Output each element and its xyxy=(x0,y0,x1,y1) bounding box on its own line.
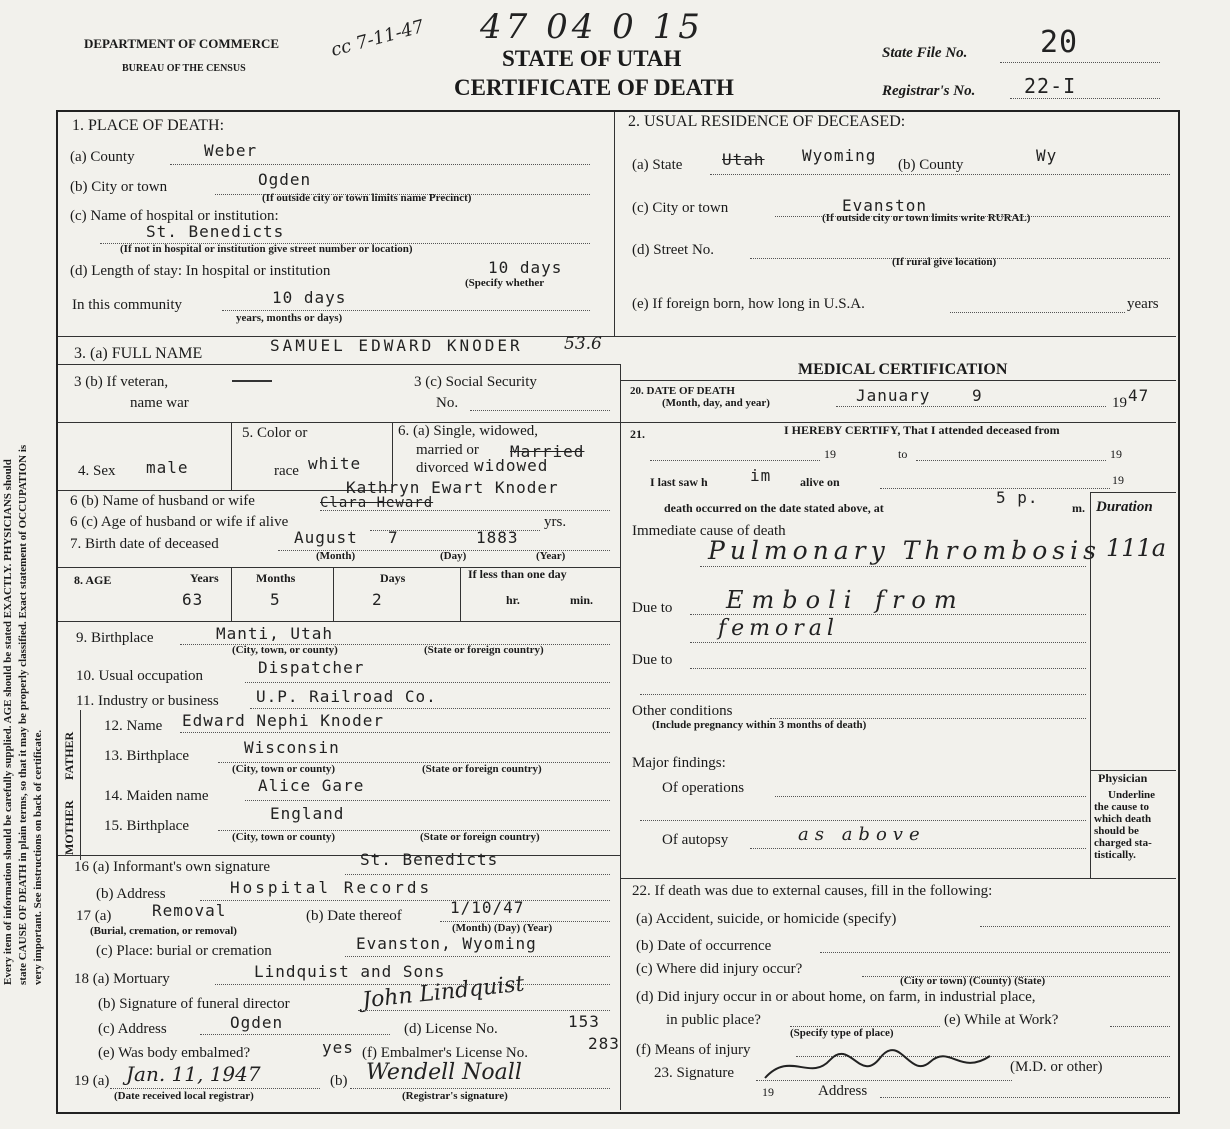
operations-label: Of operations xyxy=(662,780,745,796)
director-signature: John Lindquist xyxy=(361,971,526,1014)
external-d-note: (Specify type of place) xyxy=(790,1027,894,1039)
birthplace: Manti, Utah xyxy=(216,624,333,643)
due-to-1: Emboli from xyxy=(726,586,965,614)
bureau-label: BUREAU OF THE CENSUS xyxy=(122,63,246,74)
registrar-label: Registrar's No. xyxy=(882,83,976,99)
received-label: 19 (a) xyxy=(74,1073,110,1089)
side-note-2: state CAUSE OF DEATH in plain terms, so that it may be properly classified. Exact statement of OCCUPATION is xyxy=(17,444,29,985)
marital-label-3: divorced xyxy=(416,460,469,476)
residence-heading: 2. USUAL RESIDENCE OF DECEASED: xyxy=(628,113,906,130)
external-a: (a) Accident, suicide, or homicide (specify) xyxy=(636,911,897,927)
signature-label: 23. Signature xyxy=(654,1065,734,1081)
age-months-label: Months xyxy=(256,571,296,585)
due-to-2-label: Due to xyxy=(632,652,673,668)
race-label: race xyxy=(274,463,299,479)
res-city: Evanston xyxy=(842,196,928,215)
father-birth: Wisconsin xyxy=(244,738,340,757)
res-city-note: (If outside city or town limits write RURAL) xyxy=(822,212,1031,224)
mother-birth: England xyxy=(270,804,345,823)
external-e: (e) While at Work? xyxy=(944,1012,1059,1028)
last-saw-19: 19 xyxy=(1112,473,1124,487)
immediate-code: 111a xyxy=(1106,534,1167,562)
embalmed-value: yes xyxy=(322,1038,354,1057)
sex-label: 4. Sex xyxy=(78,463,116,479)
age-months: 5 xyxy=(270,590,281,609)
age-label: 8. AGE xyxy=(74,573,112,587)
pod-community-note: years, months or days) xyxy=(236,312,343,324)
pod-city-label: (b) City or town xyxy=(70,179,168,195)
birth-year: 1883 xyxy=(476,528,519,547)
mortuary-address: Ogden xyxy=(230,1013,284,1032)
pod-county-label: (a) County xyxy=(70,149,135,165)
marital-status: widowed xyxy=(474,456,549,475)
occupation-label: 10. Usual occupation xyxy=(76,668,204,684)
father-name: Edward Nephi Knoder xyxy=(182,711,385,730)
informant-sig-label: 16 (a) Informant's own signature xyxy=(74,859,270,875)
other-conditions-label: Other conditions xyxy=(632,703,733,719)
age-years: 63 xyxy=(182,590,204,609)
mother-birth-note-1: (City, town or county) xyxy=(232,831,336,843)
pod-hospital: St. Benedicts xyxy=(146,222,285,241)
burial-type: Removal xyxy=(152,901,227,920)
certificate-title: CERTIFICATE OF DEATH xyxy=(454,75,734,100)
physician-note-0: Underline xyxy=(1108,789,1156,801)
full-name: SAMUEL EDWARD KNODER xyxy=(270,336,523,355)
occurred-time: 5 p. xyxy=(996,488,1039,507)
cert-19b: 19 xyxy=(1110,447,1122,461)
pod-stay-note: (Specify whether xyxy=(465,277,545,289)
informant-address: Hospital Records xyxy=(230,878,433,897)
ssn-label: 3 (c) Social Security xyxy=(414,374,537,390)
last-saw-suffix: alive on xyxy=(800,475,840,489)
sex: male xyxy=(146,458,189,477)
side-note-1: Every item of information should be carefully supplied. AGE should be stated EXACTLY. PHYSICIANS should xyxy=(2,459,14,985)
hr-label: hr. xyxy=(506,593,520,607)
physician-note-3: should be xyxy=(1094,825,1139,837)
spouse-age-suffix: yrs. xyxy=(544,514,567,530)
res-county-label: (b) County xyxy=(898,157,964,173)
physician-note-5: tistically. xyxy=(1094,849,1136,861)
duration-label: Duration xyxy=(1096,499,1153,515)
state-file-label: State File No. xyxy=(882,45,968,61)
ssn-no-label: No. xyxy=(436,395,459,411)
disposal-date: 1/10/47 xyxy=(450,898,525,917)
death-year-prefix: 19 xyxy=(1112,395,1127,411)
birth-day-note: (Day) xyxy=(440,550,467,562)
industry: U.P. Railroad Co. xyxy=(256,687,437,706)
pod-community-label: In this community xyxy=(72,297,182,313)
cert-number: 21. xyxy=(630,427,645,441)
embalmer-number: 283 xyxy=(588,1034,620,1053)
side-note-3: very important. See instructions on back of certificate. xyxy=(32,729,44,985)
pod-hospital-label: (c) Name of hospital or institution: xyxy=(70,208,279,224)
mother-name-label: 14. Maiden name xyxy=(104,788,209,804)
full-name-label: 3. (a) FULL NAME xyxy=(74,345,203,362)
mortuary-address-label: (c) Address xyxy=(98,1021,167,1037)
race: white xyxy=(308,454,362,473)
physician-note-4: charged sta- xyxy=(1094,837,1152,849)
informant-address-label: (b) Address xyxy=(96,886,166,902)
director-label: (b) Signature of funeral director xyxy=(98,996,290,1012)
birthplace-note-2: (State or foreign country) xyxy=(424,644,544,656)
pod-community: 10 days xyxy=(272,288,347,307)
disposal-place: Evanston, Wyoming xyxy=(356,934,537,953)
birth-year-note: (Year) xyxy=(536,550,566,562)
birth-month-note: (Month) xyxy=(316,550,356,562)
name-mark: 53.6 xyxy=(564,334,602,354)
disposal-date-note: (Month) (Day) (Year) xyxy=(452,922,553,934)
cc-note: cc 7-11-47 xyxy=(328,16,427,61)
father-birth-note-1: (City, town or county) xyxy=(232,763,336,775)
birthplace-label: 9. Birthplace xyxy=(76,630,154,646)
external-f: (f) Means of injury xyxy=(636,1042,751,1058)
res-state: Wyoming xyxy=(802,146,877,165)
date-death-note: (Month, day, and year) xyxy=(662,397,770,409)
last-saw-label: I last saw h xyxy=(650,475,708,489)
pod-hospital-note: (If not in hospital or institution give street number or location) xyxy=(120,243,413,255)
registrar-sig-label: (b) xyxy=(330,1073,348,1089)
res-city-label: (c) City or town xyxy=(632,200,729,216)
state-file-value: 20 xyxy=(1040,25,1079,60)
external-c-note: (City or town) (County) (State) xyxy=(900,975,1046,987)
less-day-label: If less than one day xyxy=(468,567,567,581)
cert-text: I HEREBY CERTIFY, That I attended deceased from xyxy=(784,423,1060,437)
license-number: 153 xyxy=(568,1012,600,1031)
cert-19a: 19 xyxy=(824,447,836,461)
disposal-date-label: (b) Date thereof xyxy=(306,908,402,924)
death-month: January xyxy=(856,386,931,405)
external-c: (c) Where did injury occur? xyxy=(636,961,803,977)
received-date: Jan. 11, 1947 xyxy=(126,1062,261,1086)
age-days: 2 xyxy=(372,590,383,609)
father-birth-note-2: (State or foreign country) xyxy=(422,763,542,775)
res-street-label: (d) Street No. xyxy=(632,242,715,258)
mortuary-name: Lindquist and Sons xyxy=(254,962,446,981)
spouse-struck: Clara Heward xyxy=(320,495,434,511)
age-days-label: Days xyxy=(380,571,406,585)
death-day: 9 xyxy=(972,386,983,405)
res-state-label: (a) State xyxy=(632,157,683,173)
major-findings-label: Major findings: xyxy=(632,755,726,771)
death-year: 47 xyxy=(1128,386,1150,405)
age-years-label: Years xyxy=(190,571,219,585)
pod-stay: 10 days xyxy=(488,258,563,277)
res-foreign-label: (e) If foreign born, how long in U.S.A. xyxy=(632,296,865,312)
spouse-name: Kathryn Ewart Knoder xyxy=(346,478,559,497)
marital-label-1: 6. (a) Single, widowed, xyxy=(398,423,538,439)
birth-date-label: 7. Birth date of deceased xyxy=(70,536,219,552)
form-border xyxy=(56,110,1180,1114)
registrar-sig-note: (Registrar's signature) xyxy=(402,1090,508,1102)
signature-date: 19 xyxy=(762,1085,774,1099)
mortuary-label: 18 (a) Mortuary xyxy=(74,971,170,987)
mother-birth-label: 15. Birthplace xyxy=(104,818,189,834)
embalmed-label: (e) Was body embalmed? xyxy=(98,1045,251,1061)
medical-heading: MEDICAL CERTIFICATION xyxy=(798,361,1008,378)
father-birth-label: 13. Birthplace xyxy=(104,748,189,764)
industry-label: 11. Industry or business xyxy=(76,693,219,709)
due-to-1-label: Due to xyxy=(632,600,673,616)
mother-side-label: MOTHER xyxy=(62,800,76,855)
cert-to: to xyxy=(898,447,908,461)
other-conditions-note: (Include pregnancy within 3 months of death) xyxy=(652,719,867,731)
color-label: 5. Color or xyxy=(242,425,308,441)
physician-note-1: the cause to xyxy=(1094,801,1149,813)
pod-city-note: (If outside city or town limits name Precinct) xyxy=(262,192,472,204)
min-label: min. xyxy=(570,593,594,607)
embalmer-label: (f) Embalmer's License No. xyxy=(362,1045,528,1061)
signature-suffix: (M.D. or other) xyxy=(1010,1059,1103,1075)
stamp-number: 47 04 0 15 xyxy=(480,7,704,47)
external-heading: 22. If death was due to external causes, fill in the following: xyxy=(632,883,993,899)
pod-county: Weber xyxy=(204,141,258,160)
father-side-label: FATHER xyxy=(62,731,76,780)
occurred-m: m. xyxy=(1072,501,1085,515)
marital-label-2: married or xyxy=(416,442,479,458)
last-saw-value: im xyxy=(750,466,772,485)
burial-label: 17 (a) xyxy=(76,908,112,924)
immediate-cause-label: Immediate cause of death xyxy=(632,523,786,539)
birth-month: August xyxy=(294,528,358,547)
occurred-label: death occurred on the date stated above, at xyxy=(664,501,884,515)
birthplace-note-1: (City, town, or county) xyxy=(232,644,338,656)
physician-note-title: Physician xyxy=(1098,771,1148,785)
veteran-label: 3 (b) If veteran, xyxy=(74,374,169,390)
state-title: STATE OF UTAH xyxy=(502,46,682,71)
birth-day: 7 xyxy=(388,528,399,547)
occupation: Dispatcher xyxy=(258,658,365,677)
autopsy-label: Of autopsy xyxy=(662,832,729,848)
informant-sig: St. Benedicts xyxy=(360,850,499,869)
pod-city: Ogden xyxy=(258,170,312,189)
due-to-1b: femoral xyxy=(718,616,839,641)
external-d1: (d) Did injury occur in or about home, on farm, in industrial place, xyxy=(636,989,1036,1005)
registrar-value: 22-I xyxy=(1024,74,1077,98)
received-note: (Date received local registrar) xyxy=(114,1090,254,1102)
external-d2: in public place? xyxy=(666,1012,761,1028)
immediate-cause: Pulmonary Thrombosis xyxy=(708,536,1101,565)
mother-name: Alice Gare xyxy=(258,776,365,795)
res-foreign-suffix: years xyxy=(1127,296,1159,312)
external-b: (b) Date of occurrence xyxy=(636,938,772,954)
signature-address: Address xyxy=(818,1083,868,1099)
war-label: name war xyxy=(130,395,189,411)
registrar-signature: Wendell Noall xyxy=(366,1060,522,1085)
dept-label: DEPARTMENT OF COMMERCE xyxy=(84,36,280,51)
license-label: (d) License No. xyxy=(404,1021,498,1037)
res-state-struck: Utah xyxy=(722,150,765,169)
res-county: Wy xyxy=(1036,146,1058,165)
autopsy-value: as above xyxy=(798,824,926,845)
spouse-label: 6 (b) Name of husband or wife xyxy=(70,493,255,509)
marital-struck: Married xyxy=(510,442,585,461)
burial-note: (Burial, cremation, or removal) xyxy=(90,925,237,937)
place-of-death-heading: 1. PLACE OF DEATH: xyxy=(72,117,225,134)
father-name-label: 12. Name xyxy=(104,718,163,734)
res-street-note: (If rural give location) xyxy=(892,256,997,268)
mother-birth-note-2: (State or foreign country) xyxy=(420,831,540,843)
date-death-label: 20. DATE OF DEATH xyxy=(630,385,735,397)
spouse-age-label: 6 (c) Age of husband or wife if alive xyxy=(70,514,289,530)
pod-stay-label: (d) Length of stay: In hospital or institution xyxy=(70,263,331,279)
disposal-place-label: (c) Place: burial or cremation xyxy=(96,943,272,959)
physician-signature-mark xyxy=(760,1040,1000,1090)
physician-note-2: which death xyxy=(1094,813,1152,825)
